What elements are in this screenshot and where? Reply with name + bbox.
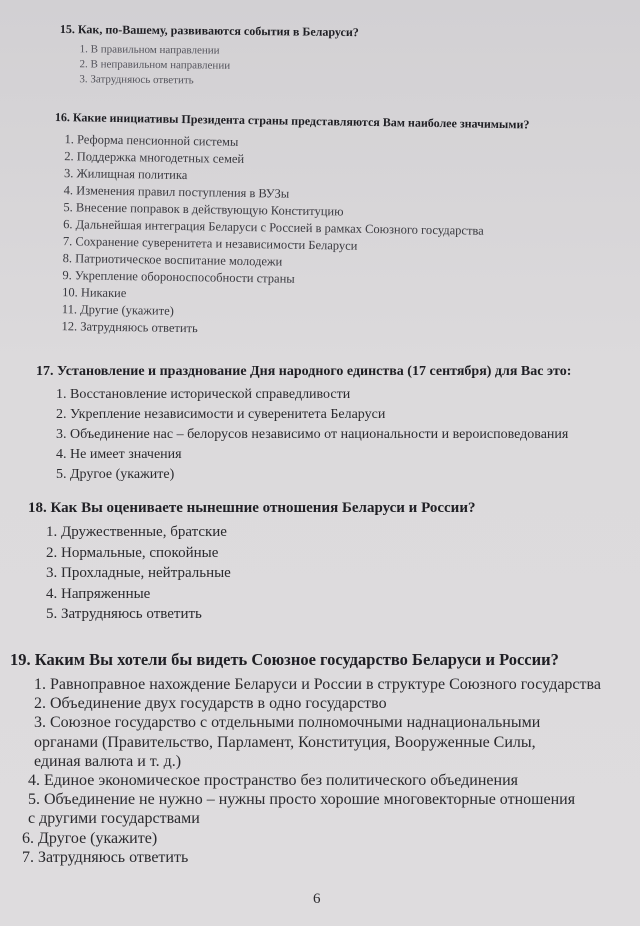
answer-option: 5. Объединение не нужно – нужны просто хорошие многовекторные отношения [28, 791, 576, 809]
answer-option: 4. Изменения правил поступления в ВУЗы [63, 183, 290, 201]
answer-option: 5. Внесение поправок в действующую Конституцию [63, 200, 344, 219]
answer-options [46, 522, 618, 625]
question-title: 15. Как, по-Вашему, развиваются события в Беларуси? [59, 22, 359, 40]
answer-option: 2. Объединение двух государств в одно государство [34, 695, 387, 713]
answer-option: 1. Восстановление исторической справедливости [56, 387, 351, 402]
answer-option: 4. Напряженные [46, 585, 151, 602]
answer-options [61, 131, 614, 344]
answer-option: 1. Равноправное нахождение Беларуси и России в структуре Союзного государства [34, 676, 601, 693]
answer-option: 3. Затрудняюсь ответить [79, 73, 194, 87]
answer-option: 2. Укрепление независимости и суверенитета Беларуси [56, 407, 386, 422]
answer-option: 5. Другое (укажите) [56, 467, 175, 482]
answer-option: 9. Укрепление обороноспособности страны [62, 268, 295, 286]
answer-option: 2. Нормальные, спокойные [46, 544, 219, 561]
answer-option: 1. В правильном направлении [79, 43, 220, 57]
answer-option: 5. Затрудняюсь ответить [46, 606, 202, 622]
answer-option: 7. Сохранение суверенитета и независимости Беларуси [62, 234, 358, 253]
answer-option-continuation: единая валюта и т. д.) [34, 752, 182, 770]
question-19 [10, 650, 630, 867]
question-title: 18. Как Вы оцениваете нынешние отношения Беларуси и России? [28, 500, 476, 516]
question-title: 19. Каким Вы хотели бы видеть Союзное государство Беларуси и России? [10, 650, 559, 669]
question-17 [36, 364, 626, 485]
answer-option: 3. Прохладные, нейтральные [46, 565, 231, 581]
answer-option: 12. Затрудняюсь ответить [61, 319, 198, 336]
answer-option: 4. Не имеет значения [56, 447, 182, 462]
question-16 [51, 110, 614, 344]
question-18 [28, 500, 618, 625]
question-title: 17. Установление и празднование Дня народного единства (17 сентября) для Вас это: [36, 364, 572, 379]
answer-option: 6. Другое (укажите) [22, 829, 158, 847]
answer-option: 1. Дружественные, братские [46, 524, 227, 540]
answer-option: 1. Реформа пенсионной системы [64, 132, 239, 149]
answer-option: 3. Жилищная политика [63, 166, 188, 183]
answer-option: 2. В неправильном направлении [79, 58, 231, 72]
answer-option: 10. Никакие [62, 285, 127, 301]
answer-option: 3. Объединение нас – белорусов независимо от национальности и вероисповедования [56, 427, 569, 442]
question-15 [59, 22, 460, 91]
question-title: 16. Какие инициативы Президента страны представляются Вам наиболее значимыми? [54, 110, 530, 132]
answer-option: 6. Дальнейшая интеграция Беларуси с Россией в рамках Союзного государства [63, 217, 484, 238]
answer-option-continuation: с другими государствами [28, 810, 200, 828]
answer-option: 3. Союзное государство с отдельными полномочными наднациональными [34, 714, 541, 732]
answer-options [56, 385, 626, 485]
answer-options [79, 42, 459, 91]
answer-option: 4. Единое экономическое пространство без политического объединения [28, 772, 518, 790]
page-number: 6 [313, 891, 321, 907]
answer-option: 7. Затрудняюсь ответить [22, 848, 189, 866]
answer-options [22, 675, 630, 867]
answer-option: 2. Поддержка многодетных семей [64, 149, 245, 166]
answer-option: 11. Другие (укажите) [61, 302, 174, 318]
answer-option: 8. Патриотическое воспитание молодежи [62, 251, 283, 269]
answer-option-continuation: органами (Правительство, Парламент, Конституция, Вооруженные Силы, [34, 733, 536, 751]
